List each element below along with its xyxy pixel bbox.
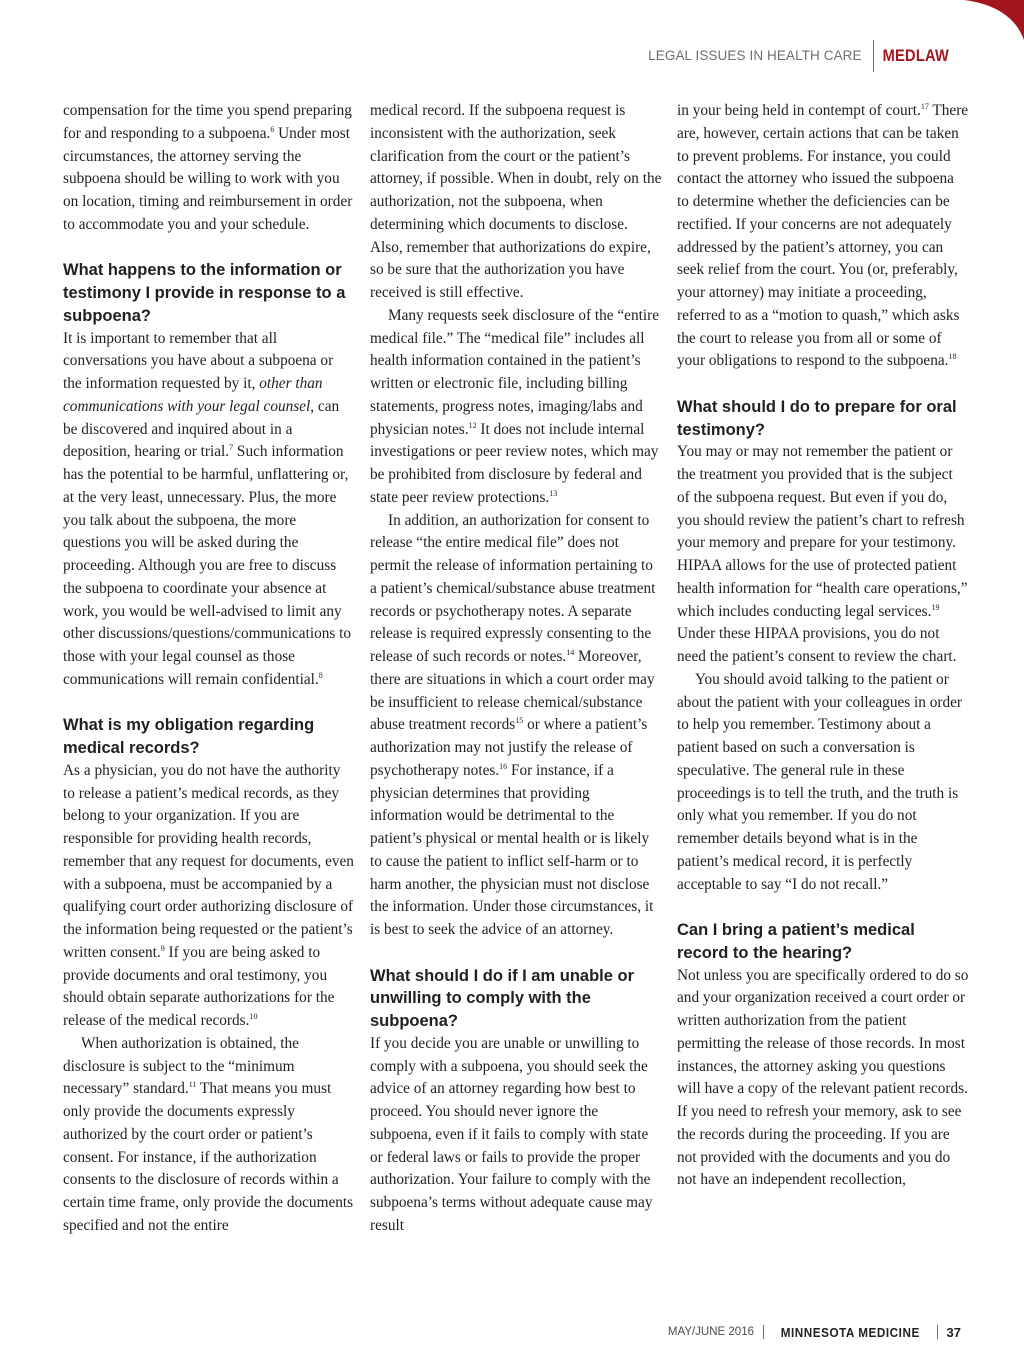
section-heading: What happens to the information or testimony I provide in response to a subpoena?	[63, 261, 346, 325]
paragraph: Not unless you are specifically ordered to do so and your organization received a court order or written authorization from the patient permitting the release of those records. In most instances, the attorney asking you questions will have a copy of the relevant patient records. If you need to refresh your memory, ask to see the records during the proceeding. If you are not provided with the documents and you do not have an independent recollection,	[677, 966, 969, 1189]
section-heading: What should I do to prepare for oral testimony?	[677, 397, 957, 439]
section-title: LEGAL ISSUES IN HEALTH CARE	[648, 40, 874, 72]
footer-divider	[763, 1325, 764, 1339]
paragraph: compensation for the time you spend preparing for and responding to a subpoena.$^6$ Under most circumstances, the attorney serving the subpoena should be willing to work with you on location, timing and reimbursement in order to accommodate you and your schedule.	[63, 102, 353, 233]
column-3	[677, 100, 969, 1192]
issue-date: MAY/JUNE 2016	[667, 1326, 754, 1338]
paragraph: medical record. If the subpoena request is inconsistent with the authorization, seek clarification from the court or the patient’s attorney, if possible. When in doubt, rely on the authorization, not the subpoena, when determining which documents to disclose. Also, remember that authorizations do expire, so be sure that the authorization you have received is still effective.	[370, 102, 662, 301]
footer-divider	[937, 1325, 938, 1339]
paragraph: If you decide you are unable or unwilling to comply with a subpoena, you should seek the advice of an attorney regarding how best to proceed. You should never ignore the subpoena, even if it fails to comply with state or federal laws or fails to provide the proper authorization. Your failure to comply with the subpoena’s terms without adequate cause may result	[370, 1034, 653, 1234]
corner-ribbon-decoration	[964, 0, 1024, 40]
section-brand: MEDLAW	[882, 46, 949, 65]
section-heading: Can I bring a patient’s medical record to the hearing?	[677, 921, 915, 962]
section-heading: What should I do if I am unable or unwilling to comply with the subpoena?	[370, 966, 634, 1030]
page-footer	[668, 1322, 961, 1342]
paragraph: In addition, an authorization for consent to release “the entire medical file” does not permit the release of information pertaining to a patient’s chemical/substance abuse treatment records or psychotherapy notes. A separate release is required expressly consenting to the release of such records or notes.$^{14}$ Moreover, there are situations in which a court order may be insufficient to release chemical/substance abuse treatment records$^{15}$ or where a patient’s authorization may not justify the release of psychotherapy notes.$^{16}$ For instance, if a physician determines that providing information would be detrimental to the patient’s physical or mental health or is likely to cause the patient to inflict self-harm or to harm another, the physician must not disclose the information. Under those circumstances, it is best to seek the advice of an attorney.	[370, 511, 656, 938]
column-2	[370, 100, 662, 1238]
paragraph: in your being held in contempt of court.$^{17}$ There are, however, certain actions that can be taken to prevent problems. For instance, you could contact the attorney who issued the subpoena to determine whether the deficiencies can be rectified. If your concerns are not adequately addressed by the patient’s attorney, you can seek relief from the court. You (or, preferably, your attorney) may initiate a proceeding, referred to as a “motion to quash,” which asks the court to release you from all or some of your obligations to respond to the subpoena.$^{18}$	[677, 102, 969, 370]
page-number: 37	[946, 1324, 961, 1340]
paragraph: You may or may not remember the patient or the treatment you provided that is the subject of the subpoena request. But even if you do, you should review the patient’s chart to refresh your memory and prepare for your testimony. HIPAA allows for the use of protected patient health information for “health care operations,” which includes conducting legal services.$^{19}$ Under these HIPAA provisions, you do not need the patient’s consent to review the chart.	[677, 443, 968, 665]
paragraph: When authorization is obtained, the disclosure is subject to the “minimum necessary” standard.$^{11}$ That means you must only provide the documents expressly authorized by the court order or patient’s consent. For instance, if the authorization consents to the disclosure of records within a certain time frame, only provide the documents specified and not the entire	[63, 1034, 354, 1234]
paragraph: You should avoid talking to the patient or about the patient with your colleagues in order to help you remember. Testimony about a patient based on such a conversation is speculative. The general rule in these proceedings is to tell the truth, and the truth is only what you remember. If you do not remember details beyond what is in the patient’s medical record, it is perfectly acceptable to say “I do not recall.”	[677, 670, 963, 893]
column-1	[63, 100, 355, 1238]
paragraph: Many requests seek disclosure of the “entire medical file.” The “medical file” includes all health information contained in the patient’s written or electronic file, including billing statements, progress notes, imaging/labs and physician notes.$^{12}$ It does not include internal investigations or peer review notes, which may be prohibited from disclosure by federal and state peer review protections.$^{13}$	[370, 306, 660, 506]
magazine-name: MINNESOTA MEDICINE	[780, 1324, 920, 1340]
paragraph: As a physician, you do not have the authority to release a patient’s medical records, as they belong to your organization. If you are responsible for providing health records, remember that any request for documents, even with a subpoena, must be accompanied by a qualifying court order authorizing disclosure of the information being requested or the patient’s written consent.$^9$ If you are being asked to provide documents and oral testimony, you should obtain separate authorizations for the release of the medical records.$^{10}$	[63, 761, 354, 1029]
paragraph: It is important to remember that all conversations you have about a subpoena or the information requested by it, other than communications with your legal counsel, can be discovered and inquired about in a deposition, hearing or trial.$^7$ Such information has the potential to be harmful, unflattering or, at the very least, unnecessary. Plus, the more you talk about the subpoena, the more questions you will be asked during the proceeding. Although you are free to discuss the subpoena to coordinate your absence at work, you would be well-advised to limit any other discussions/questions/communications to those with your legal counsel as those communications will remain confidential.$^8$	[63, 329, 352, 688]
running-header	[648, 40, 961, 72]
section-heading: What is my obligation regarding medical records?	[63, 716, 315, 757]
